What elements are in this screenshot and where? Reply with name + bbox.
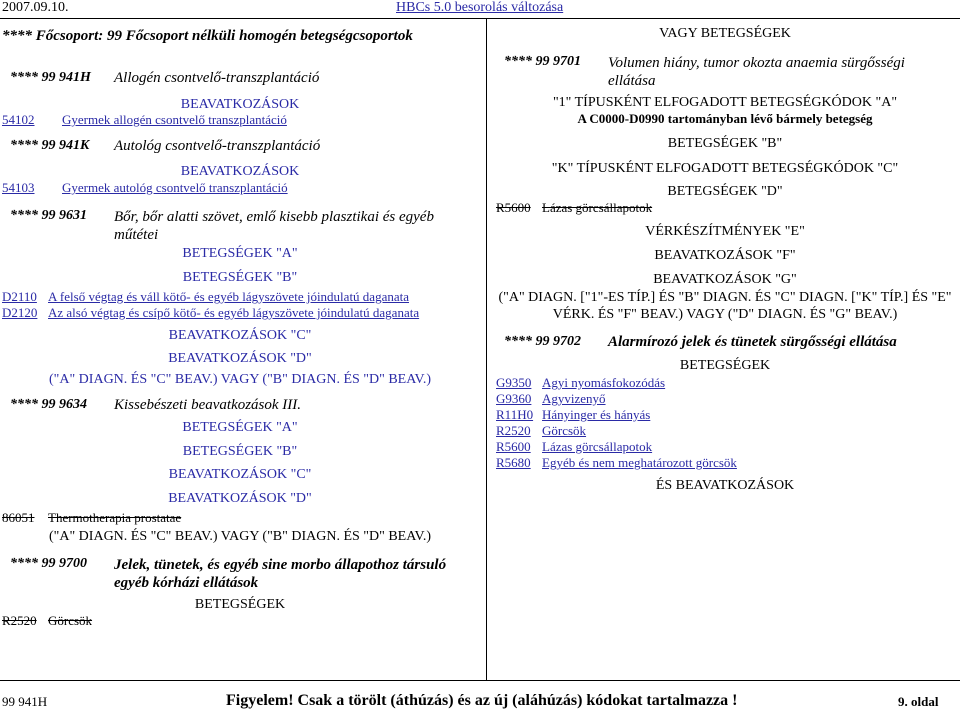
s1-code: **** 99 941H [10, 70, 91, 85]
s1-sub: BEAVATKOZÁSOK [180, 97, 300, 112]
s4-item-text: Thermotherapia prostatae [48, 510, 182, 525]
s5-title: Jelek, tünetek, és egyéb sine morbo állapothoz társuló egyéb kórházi ellátások [114, 557, 447, 591]
header-date: 2007.09.10. [2, 0, 69, 15]
s4-sub-d: BEAVATKOZÁSOK "D" [168, 491, 312, 506]
s4-code: **** 99 9634 [10, 397, 87, 412]
r-s2-item-code: R5600 [496, 439, 531, 454]
s2-title: Autológ csontvelő-transzplantáció [114, 138, 321, 154]
r-s1-sub-b: BETEGSÉGEK "B" [667, 136, 783, 151]
footer-notice: Figyelem! Csak a törölt (áthúzás) és az új (aláhúzás) kódokat tartalmazza ! [226, 692, 738, 709]
r-s2-item-text: Egyéb és nem meghatározott görcsök [542, 455, 737, 470]
s4-item-code: 86051 [2, 510, 35, 525]
r-s1-note1: "1" TÍPUSKÉNT ELFOGADOTT BETEGSÉGKÓDOK "A" [552, 95, 898, 110]
s4-title: Kissebészeti beavatkozások III. [114, 397, 302, 413]
footer-page-number: 9. oldal [898, 694, 939, 709]
s3-sub-d: BEAVATKOZÁSOK "D" [168, 351, 312, 366]
r-s2-item-code: G9360 [496, 391, 532, 406]
r-s2-item-text: Görcsök [542, 423, 587, 438]
s3-title: Bőr, bőr alatti szövet, emlő kisebb plasztikai és egyéb műtétei [114, 209, 434, 243]
s3-sub-c: BEAVATKOZÁSOK "C" [168, 328, 312, 343]
r-s2-item-text: Lázas görcsállapotok [542, 439, 653, 454]
s3-code: **** 99 9631 [10, 208, 87, 223]
r-s1-sub-d: BETEGSÉGEK "D" [667, 184, 783, 199]
r-s1-sub-g: BEAVATKOZÁSOK "G" [653, 272, 797, 287]
s2-code: **** 99 941K [10, 138, 90, 153]
r-s2-code: **** 99 9702 [504, 334, 581, 349]
s4-sub-a: BETEGSÉGEK "A" [182, 420, 298, 435]
s3-item-text: A felső végtag és váll kötő- és egyéb lágyszövete jóindulatú daganata [48, 289, 409, 304]
s2-sub: BEAVATKOZÁSOK [180, 164, 300, 179]
r-s2-item-text: Hányinger és hányás [542, 407, 651, 422]
r-s1-item-text: Lázas görcsállapotok [542, 200, 653, 215]
s1-item-text: Gyermek allogén csontvelő transzplantáció [62, 112, 287, 127]
footer-group-code: 99 941H [2, 694, 48, 709]
s2-item-text: Gyermek autológ csontvelő transzplantáció [62, 180, 288, 195]
s4-formula: ("A" DIAGN. ÉS "C" BEAV.) VAGY ("B" DIAGN. ÉS "D" BEAV.) [48, 529, 431, 544]
s5-sub: BETEGSÉGEK [194, 597, 286, 612]
s3-item-code: D2120 [2, 305, 38, 320]
s4-sub-b: BETEGSÉGEK "B" [182, 444, 298, 459]
s5-item-code: R2520 [2, 613, 37, 628]
r-s1-formula2: VÉRK. ÉS "F" BEAV.) VAGY ("D" DIAGN. ÉS "G" BEAV.) [552, 307, 898, 322]
header-rule [0, 18, 960, 19]
r-s1-item-code: R5600 [496, 200, 531, 215]
r-top-label: VAGY BETEGSÉGEK [659, 26, 791, 41]
r-s2-title: Alarmírozó jelek és tünetek sürgősségi ellátása [608, 334, 897, 350]
column-divider [486, 18, 487, 680]
main-group-title: **** Főcsoport: 99 Főcsoport nélküli homogén betegségcsoportok [2, 28, 413, 44]
r-s1-note3: "K" TÍPUSKÉNT ELFOGADOTT BETEGSÉGKÓDOK "C" [551, 161, 899, 176]
r-s2-item-code: R2520 [496, 423, 531, 438]
r-s2-item-text: Agyi nyomásfokozódás [542, 375, 666, 390]
r-s2-sub: BETEGSÉGEK [679, 358, 771, 373]
footer-rule [0, 680, 960, 681]
header-doc-title: HBCs 5.0 besorolás változása [396, 0, 564, 15]
r-s2-tail: ÉS BEAVATKOZÁSOK [655, 478, 795, 493]
s5-item-text: Görcsök [48, 613, 93, 628]
r-s1-title: Volumen hiány, tumor okozta anaemia sürgősségi ellátása [608, 55, 905, 89]
s3-sub-a: BETEGSÉGEK "A" [182, 246, 298, 261]
r-s1-code: **** 99 9701 [504, 54, 581, 69]
r-s1-note2: A C0000-D0990 tartományban lévő bármely betegség [577, 111, 873, 126]
r-s1-formula1: ("A" DIAGN. ["1"-ES TÍP.] ÉS "B" DIAGN. ÉS "C" DIAGN. ["K" TÍP.] ÉS "E" [498, 290, 952, 305]
s3-item-code: D2110 [2, 289, 37, 304]
s3-item-text: Az alsó végtag és csípő kötő- és egyéb lágyszövete jóindulatú daganata [48, 305, 420, 320]
s2-item-code: 54103 [2, 180, 35, 195]
s1-item-code: 54102 [2, 112, 35, 127]
r-s2-item-code: R11H0 [496, 407, 534, 422]
s3-sub-b: BETEGSÉGEK "B" [182, 270, 298, 285]
r-s2-item-code: R5680 [496, 455, 531, 470]
r-s1-sub-e: VÉRKÉSZÍTMÉNYEK "E" [645, 224, 805, 239]
r-s1-sub-f: BEAVATKOZÁSOK "F" [654, 248, 796, 263]
s4-sub-c: BEAVATKOZÁSOK "C" [168, 467, 312, 482]
s1-title: Allogén csontvelő-transzplantáció [114, 70, 320, 86]
s5-code: **** 99 9700 [10, 556, 87, 571]
r-s2-item-code: G9350 [496, 375, 532, 390]
r-s2-item-text: Agyvizenyő [542, 391, 606, 406]
s3-formula: ("A" DIAGN. ÉS "C" BEAV.) VAGY ("B" DIAGN. ÉS "D" BEAV.) [48, 372, 431, 387]
